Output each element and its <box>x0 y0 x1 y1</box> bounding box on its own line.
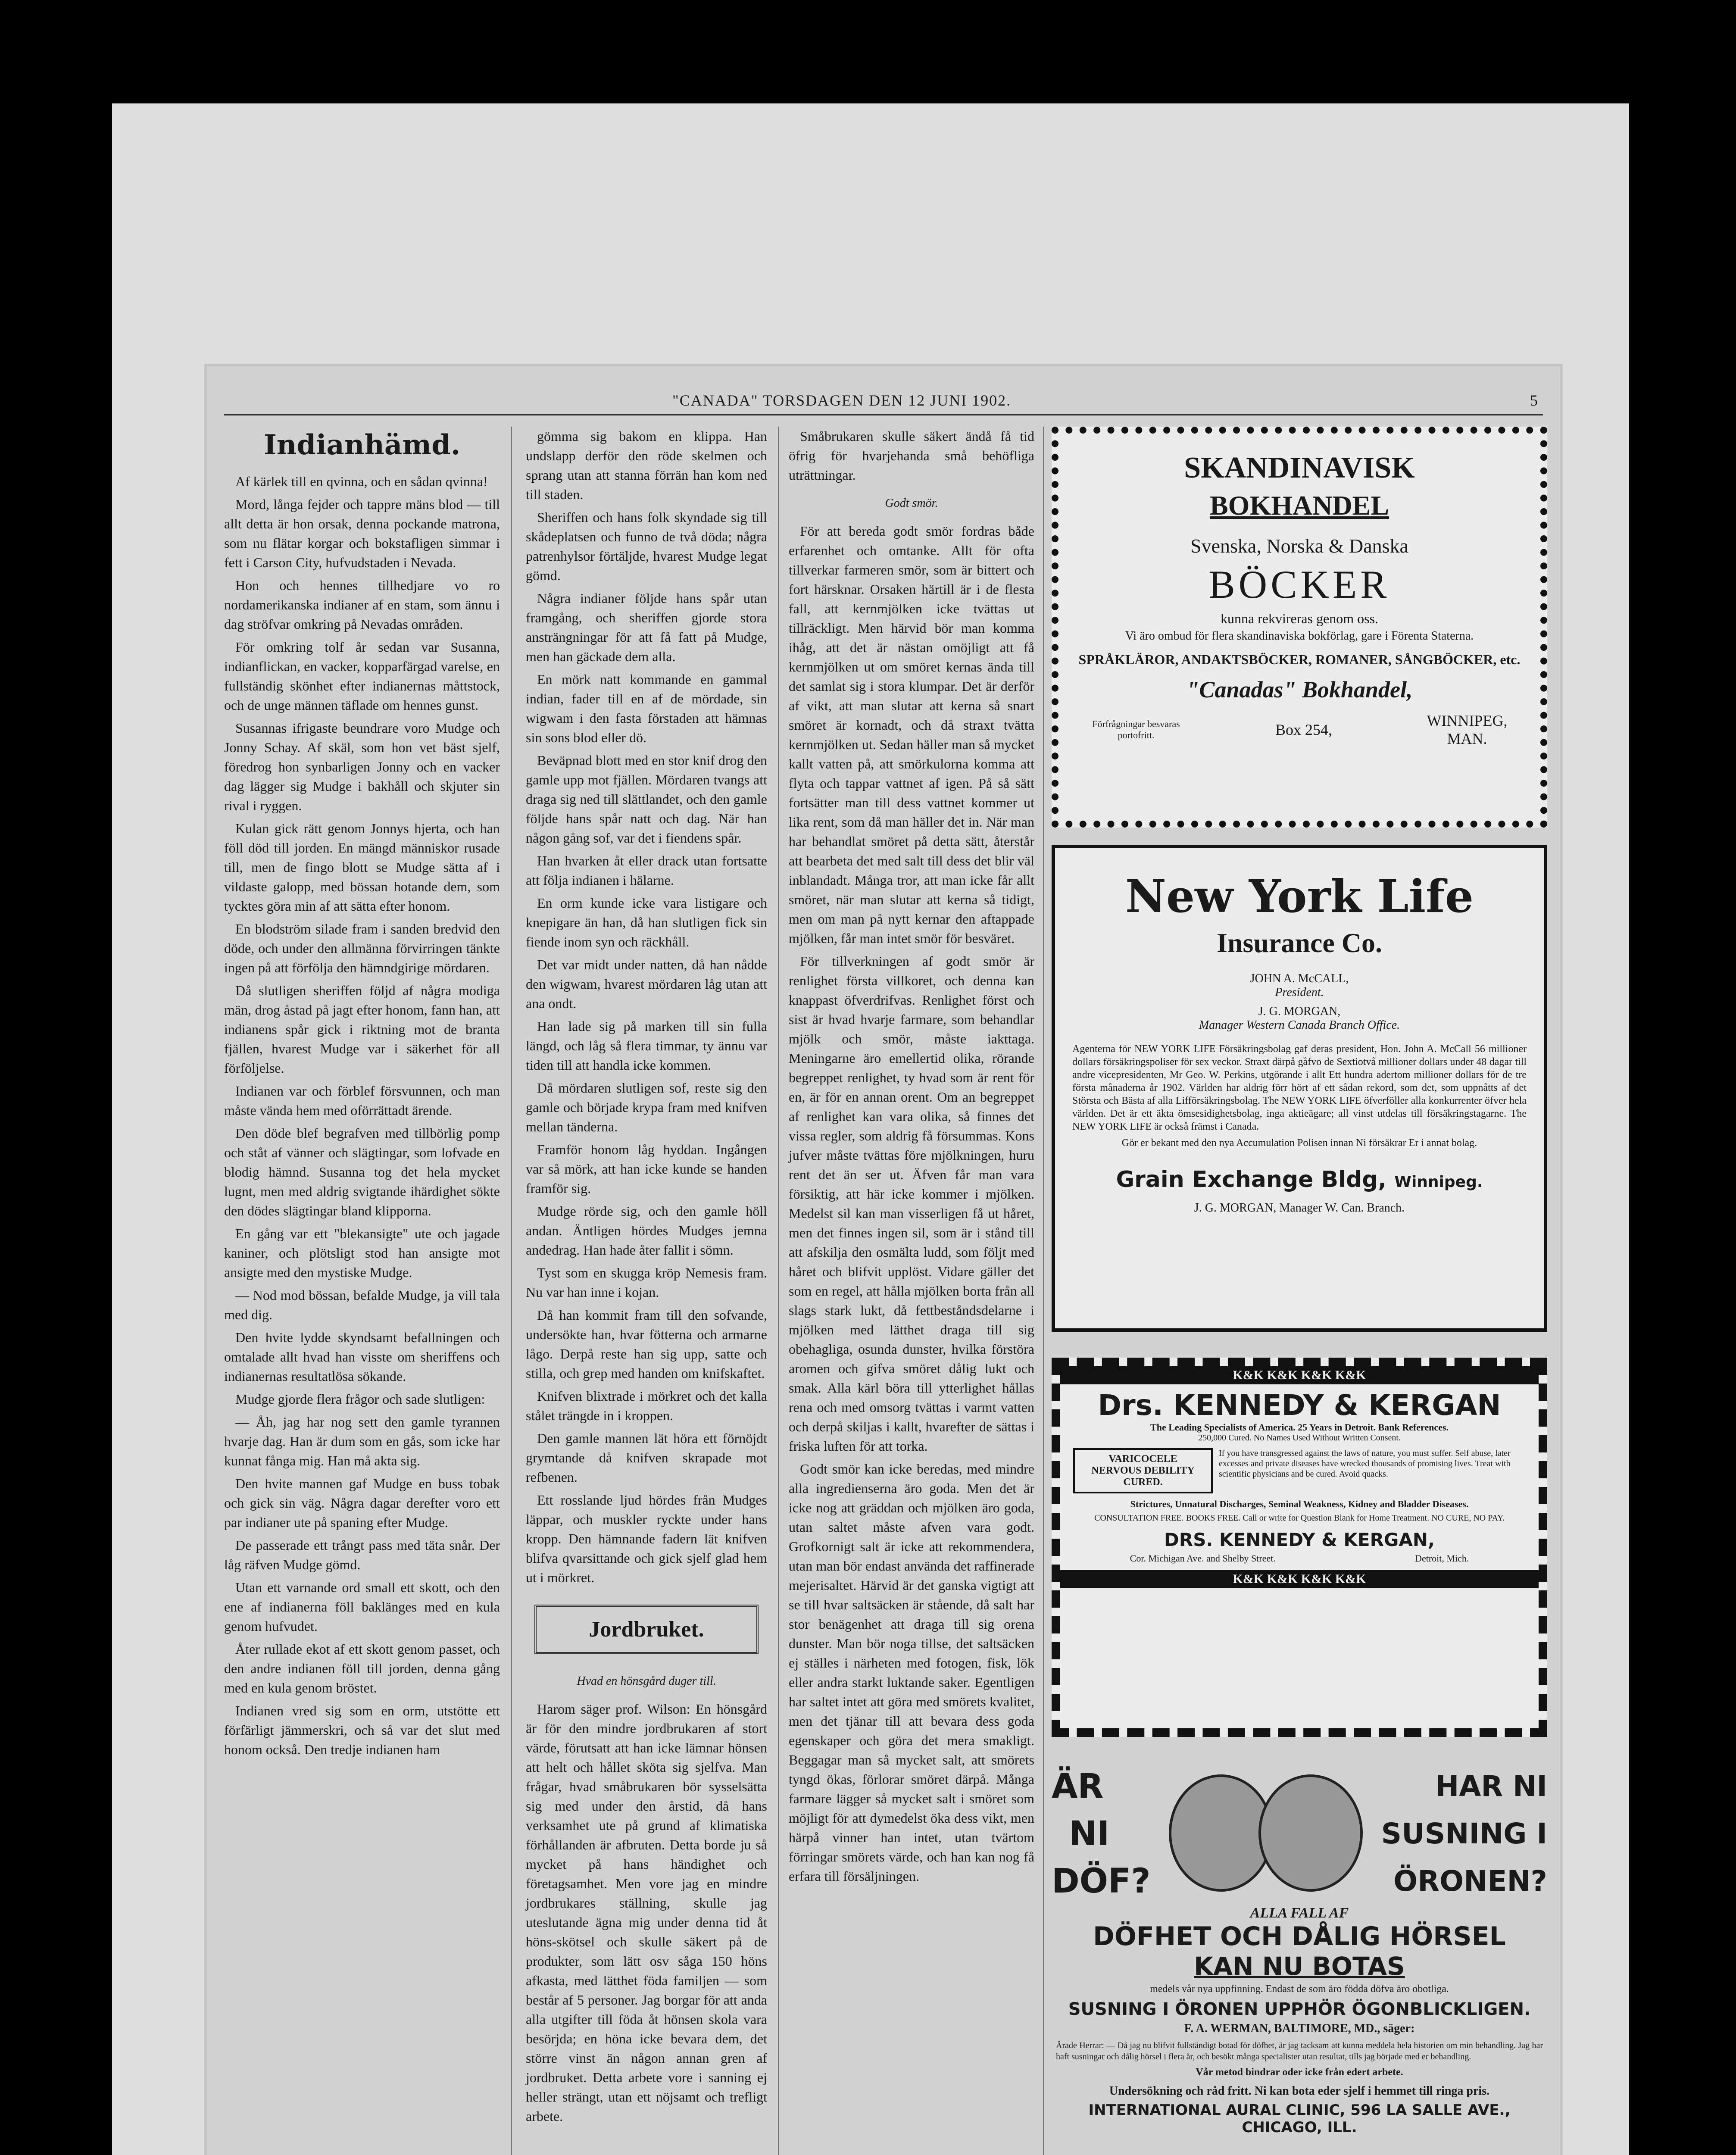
article-subtitle: Hvad en hönsgård duger till. <box>577 1674 716 1688</box>
masthead-title: "CANADA" TORSDAGEN DEN 12 JUNI 1902. <box>672 392 1012 409</box>
paragraph: gömma sig bakom en klippa. Han undslapp derför den röde skelmen och sprang utan att stanna förrän han kom ned till staden. <box>526 428 767 502</box>
paragraph: Då slutligen sheriffen följd af några modiga män, drog åstad på jagt efter honom, fann han, att indianens spår gick i riktning mot de branta fjällen, hvarest Mudge var i säkerhet för all förföljelse. <box>224 983 500 1076</box>
ad-left-text <box>1052 1763 1151 1905</box>
paragraph: Han lade sig på marken till sin fulla längd, och låg så flera timmar, ty ännu var tiden till att handla icke kommen. <box>526 1018 767 1073</box>
ad-text: Undersökning och råd fritt. Ni kan bota eder sjelf i hemmet till ringa pris. <box>1109 2084 1490 2098</box>
article-subtitle: Godt smör. <box>885 497 938 510</box>
paragraph: Hon och hennes tillhedjare vo ro nordamerikanska indianer af en stam, som ännu i dag ströfvar omkring på Nevadas områden. <box>224 578 500 632</box>
paragraph: Utan ett varnande ord small ett skott, och den ene af indianerna föll baklänges med en kula genom hufvudet. <box>224 1580 500 1634</box>
ad-skandinavisk-bokhandel <box>1052 427 1547 828</box>
paragraph: Ett rosslande ljud hördes från Mudges läppar, och muskler ryckte under hans kropp. Den hämnande fadern lät knifven blifva qvarsittande och gick sjelf glad hem ut i mörkret. <box>526 1492 767 1585</box>
paragraph: Då mördaren slutligen sof, reste sig den gamle och började krypa fram med knifven mellan tänderna. <box>526 1080 767 1134</box>
paragraph: De passerade ett trångt pass med täta snår. Der låg räfven Mudge gömd. <box>224 1537 500 1572</box>
page-number: 5 <box>1530 392 1539 409</box>
ad-heading: BOKHANDEL <box>1209 490 1389 521</box>
paragraph: Beväpnad blott med en stor knif drog den gamle upp mot fjällen. Mördaren tvangs att draga sig ned till slättlandet, och den gamle följde hans spår natt och dag. När han någon gång sof, var det i fiendens spår. <box>526 753 767 846</box>
face-illustration <box>1258 1774 1363 1892</box>
ad-body: If you have transgressed against the laws of nature, you must suffer. Self abuse, later excesses and private diseases have wrecked thousands of promising lives. Treat with scientific physicians and be cured. Avoid quacks. <box>1219 1449 1511 1479</box>
ad-footer <box>1080 712 1519 748</box>
paragraph: Den hvite lydde skyndsamt befallningen och omtalade allt hvad han visste om sheriffens och indianernas resultatlösa sökande. <box>224 1330 500 1384</box>
masthead <box>224 388 1543 415</box>
ad-heading: Drs. KENNEDY & KERGAN <box>1098 1389 1501 1422</box>
ad-border-text: K&K K&K K&K K&K <box>1060 1570 1539 1588</box>
ad-text: medels vår nya uppfinning. Endast de som äro födda döfva äro obotliga. <box>1150 1983 1449 1995</box>
ad-heading: ÖRONEN? <box>1393 1865 1547 1898</box>
paragraph: Godt smör kan icke beredas, med mindre alla ingredienserna äro goda. Men det är icke nog att gräddan och mjölken äro goda, utan saltet måste afven vara godt. Grofkornigt salt är icke att rekommendera, utan man bör endast använda det raffinerade mejerisaltet. Härvid är det ganska vigtigt att se till hvar saltsäcken är stående, då salt har stor benägenhet att draga till sig orena dunster. Man bör noga tillse, det saltsäcken ej ställes i närheten med fotogen, fisk, lök eller andra starkt luktande saker. Egentligen har saltet intet att göra med smörets kvalitet, men det tjänar till att bevara dess goda egenskaper och göra det mera smakligt. Beggagar man så mycket salt, att smörets tyngd ökas, förlorar smöret därpå. Många farmare lägger så mycket salt i smöret som möjligt för att dymedelst öka dess vikt, men härpå vinner han intet, utan tvärtom förringar smörets värde, och han kan nog få erfara till försäljningen. <box>789 1461 1034 1884</box>
ad-heading: NI <box>1069 1815 1110 1853</box>
paragraph: Sheriffen och hans folk skyndade sig till skådeplatsen och funno de två döda; några patrenhylsor förtäljde, hvarest Mudge legat gömd. <box>526 509 767 583</box>
paragraph: För omkring tolf år sedan var Susanna, indianflickan, en vacker, kopparfärgad varelse, en fullständig skönhet efter indianernas måttstock, och de unge männen täflade om hennes gunst. <box>224 639 500 713</box>
ad-new-york-life <box>1052 845 1547 1332</box>
ad-heading: KAN NU BOTAS <box>1194 1952 1405 1981</box>
column-rule <box>778 427 779 2155</box>
ad-text: CONSULTATION FREE. BOOKS FREE. Call or write for Question Blank for Home Treatment. NO CURE, NO PAY. <box>1094 1513 1505 1523</box>
ad-text: WINNIPEG, MAN. <box>1427 712 1508 747</box>
paragraph: Då han kommit fram till den sofvande, undersökte han, hvar fötterna och armarne lågo. Derpå reste han sig upp, satte och stilla, och grep med handen om knifskaftet. <box>526 1307 767 1381</box>
ad-text: J. G. MORGAN, Manager W. Can. Branch. <box>1194 1201 1405 1215</box>
ad-body: Gör er bekant med den nya Accumulation Polisen innan Ni försäkrar Er i annat bolag. <box>1121 1137 1477 1149</box>
ad-text: Vår metod bindrar oder icke från edert arbete. <box>1196 2067 1403 2078</box>
paragraph: Den döde blef begrafven med tillbörlig pomp och ståt af vänner och slägtingar, som lofvade en blodig hämnd. Susanna tog det hela mycket lugnt, men med aldrig svigtande ihärdighet sökte den dödes slägtingar bland klipporna. <box>224 1125 500 1218</box>
ad-illustration <box>1169 1774 1363 1893</box>
paragraph: Harom säger prof. Wilson: En hönsgård är för den mindre jordbrukaren af stort värde, förutsatt att han icke lämnar hönsen att helt och hållet sköta sig sjelfva. Man frågar, hvad småbrukaren bör sysselsätta sig med under den årstid, då hans verksamhet ute på grund af klimatiska förhållanden är afbruten. Detta borde ju så mycket på hans händighet och företagsamhet. Men vore jag en mindre jordbrukares ställning, skulle jag uteslutande ägna mig under denna tid åt höns-skötsel och skulle säkert på de produkter, som lätt osv såga 150 höns afkasta, med lätthet föda familjen — som består af 5 personer. Jag borgar för att anda alla utgifter till föda åt hönsen skola vara besörjda; en höna icke bevara dem, det större vinst än någon annan gren af jordbruket. Detta arbete vore i sanning ej heller strängt, utan ett nöjsamt och trefligt arbete. <box>526 1701 767 2124</box>
ad-text: INTERNATIONAL AURAL CLINIC, 596 LA SALLE AVE., CHICAGO, ILL. <box>1088 2102 1511 2136</box>
paragraph: Det var midt under natten, då han nådde den wigwam, hvarest mördaren låg utan att ana ondt. <box>526 957 767 1011</box>
ad-text: ALLA FALL AF <box>1250 1905 1349 1921</box>
ad-text: Svenska, Norska & Danska <box>1190 535 1408 557</box>
paragraph: Mudge rörde sig, och den gamle höll andan. Äntligen hördes Mudges jemna andedrag. Han hade åter fallit i sömn. <box>526 1203 767 1258</box>
ad-text: 250,000 Cured. No Names Used Without Written Consent. <box>1198 1433 1401 1443</box>
paragraph: Indianen var och förblef försvunnen, och man måste vända hem med oförrättadt ärende. <box>224 1083 500 1118</box>
ad-text: Vi äro ombud för flera skandinaviska bokförlag, gare i Förenta Staterna. <box>1125 629 1474 643</box>
ad-heading: HAR NI <box>1435 1770 1547 1803</box>
ad-text: CURED. <box>1123 1477 1163 1488</box>
paragraph: Susannas ifrigaste beundrare voro Mudge och Jonny Schay. Af skäl, som hon vet bäst sjelf, föredrog hon synbarligen Jonny och en vacker dag lägger sig Mudge i bakhåll och skjuter sin rival i ryggen. <box>224 720 500 813</box>
ad-text: Detroit, Mich. <box>1415 1553 1469 1564</box>
ad-heading: DÖF? <box>1052 1862 1151 1901</box>
ad-text: F. A. WERMAN, BALTIMORE, MD., säger: <box>1184 2022 1415 2035</box>
section-heading-text: Jordbruket. <box>589 1617 704 1642</box>
face-illustration <box>1169 1774 1273 1892</box>
paragraph: Han hvarken åt eller drack utan fortsatte att följa indianen i hälarne. <box>526 853 767 888</box>
paragraph: En mörk natt kommande en gammal indian, fader till en af de mördade, sin wigwam i den fasta förstaden att hämnas sin sons blod eller dö. <box>526 671 767 745</box>
paragraph: Knifven blixtrade i mörkret och det kalla stålet trängde in i kroppen. <box>526 1388 767 1423</box>
ad-heading: DRS. KENNEDY & KERGAN, <box>1164 1529 1435 1550</box>
ad-body: Agenterna för NEW YORK LIFE Försäkringsbolag gaf deras president, Hon. John A. McCall 56 millioner dollars försäkringspoliser för sex veckor. Straxt därpå gåfvo de Sextiotvå millioner dollars under 48 dagar till andre vicepresidenten, Mr Geo. W. Perkins, utgörande i allt Ett hundra adertom millioner dollars för de tre första månaderna år 1902. Världen har aldrig förr hört af ett sådan rekord, som det, som uppnåtts af det Största och Bästa af alla Lifförsäkringsbolag. The NEW YORK LIFE öfverföller alla konkurrenter öfver hela världen. Det är ett äkta ömsesidighetsbolag, inga aktieägare; all vinst utdelas till försäkringstagarne. The NEW YORK LIFE är också främst i Canada. <box>1072 1043 1527 1132</box>
ad-right-text <box>1381 1763 1547 1905</box>
paragraph: Indianen vred sig som en orm, utstötte ett förfärligt jämmerskri, och så var det slut med honom också. Den tredje indianen ham <box>224 1703 500 1757</box>
ad-text: Box 254, <box>1275 721 1332 738</box>
ad-heading: "Canadas" Bokhandel, <box>1186 677 1413 703</box>
ad-text: SPRÅKLÄROR, ANDAKTSBÖCKER, ROMANER, SÅNGBÖCKER, etc. <box>1078 652 1521 667</box>
section-heading-jordbruket <box>534 1605 759 1654</box>
paragraph: — Åh, jag har nog sett den gamle tyrannen hvarje dag. Han är dum som en gås, som icke har kunnat fånga mig. Han må akta sig. <box>224 1414 500 1468</box>
ad-address <box>1055 1167 1544 1193</box>
ad-text: Strictures, Unnatural Discharges, Seminal Weakness, Kidney and Bladder Diseases. <box>1130 1499 1469 1509</box>
ad-box <box>1073 1448 1213 1493</box>
ad-heading: New York Life <box>1125 870 1474 923</box>
column-rule <box>511 427 512 2155</box>
paragraph: Den hvite mannen gaf Mudge en buss tobak och gick sin väg. Några dagar derefter voro ett par indianer ute på spaning efter Mudge. <box>224 1476 500 1530</box>
ad-body: Ärade Herrar: — Då jag nu blifvit fullständigt botad för döfhet, är jag tacksam att kunna meddela hela historien om min behandling. Jag har haft susningar och dålig hörsel i flera år, och besökt många specialister utan resultat, tills jag började med er behandling. <box>1056 2041 1543 2061</box>
paragraph: Af kärlek till en qvinna, och en sådan qvinna! <box>235 474 488 489</box>
paragraph: En blodström silade fram i sanden bredvid den döde, och under den allmänna förvirringen tänkte ingen på att förfölja den hämndgirige mördaren. <box>224 921 500 975</box>
ad-dofhet <box>1052 1763 1547 2155</box>
ad-text: Grain Exchange Bldg, <box>1116 1167 1387 1193</box>
ad-text: NERVOUS DEBILITY <box>1091 1465 1195 1476</box>
ad-text: Cor. Michigan Ave. and Shelby Street. <box>1130 1553 1276 1564</box>
paragraph: — Nod mod bössan, befalde Mudge, ja vill tala med dig. <box>224 1287 500 1322</box>
ad-text: J. G. MORGAN, <box>1258 1005 1341 1018</box>
ad-heading: SKANDINAVISK <box>1184 451 1415 484</box>
ad-heading: ÄR <box>1052 1767 1104 1806</box>
column-1 <box>224 427 500 1763</box>
ad-heading: BÖCKER <box>1208 562 1390 606</box>
ad-heading: DÖFHET OCH DÅLIG HÖRSEL <box>1093 1921 1506 1952</box>
paragraph: Några indianer följde hans spår utan framgång, och sheriffen gjorde stora ansträngningar för att få fatt på Mudge, men han gäckade dem alla. <box>526 590 767 664</box>
column-rule <box>1043 427 1044 2155</box>
ad-text: JOHN A. McCALL, <box>1250 972 1349 985</box>
ad-text: Förfrågningar besvaras portofritt. <box>1092 718 1180 740</box>
paragraph: Åter rullade ekot af ett skott genom passet, och den andre indianen föll till jorden, denna gång med en kula genom bröstet. <box>224 1641 500 1696</box>
paragraph: Tyst som en skugga kröp Nemesis fram. Nu var han inne i kojan. <box>526 1265 767 1300</box>
ad-text: Manager Western Canada Branch Office. <box>1199 1018 1400 1032</box>
ad-text: President. <box>1275 986 1324 999</box>
paragraph: Småbrukaren skulle säkert ändå få tid öfrig för hvarjehanda små behöfliga uträttningar. <box>789 428 1034 483</box>
newspaper-page <box>207 366 1560 2155</box>
paragraph: Mord, långa fejder och tappre mäns blod — till allt detta är hon orsak, denna pockande matrona, som nu flätar korgar och bokstafligen simmar i fett i Carson City, hufvudstaden i Nevada. <box>224 497 500 570</box>
column-2 <box>526 427 767 2130</box>
ad-heading: SUSNING I <box>1381 1817 1547 1850</box>
ad-border-text: K&K K&K K&K K&K <box>1060 1366 1539 1384</box>
paragraph: En orm kunde icke vara listigare och knepigare än han, då han slutligen fick sin fiende inom syn och räckhåll. <box>526 895 767 949</box>
column-3 <box>789 427 1034 1890</box>
ad-text: Winnipeg. <box>1394 1173 1483 1191</box>
paragraph: Mudge gjorde flera frågor och sade slutligen: <box>235 1391 485 1407</box>
article-title: Indianhämd. <box>263 429 461 461</box>
ad-text: VARICOCELE <box>1108 1453 1177 1465</box>
paragraph: Den gamle mannen lät höra ett förnöjdt grymtande då knifven skrapade mot refbenen. <box>526 1430 767 1485</box>
ad-text: The Leading Specialists of America. 25 Years in Detroit. Bank References. <box>1150 1422 1449 1433</box>
paragraph: För tillverkningen af godt smör är renlighet första villkoret, och denna kan knappast öfverdrifvas. Renlighet först och sist är hvad hvarje farmare, som behandlar mjölk och smör, måste iakttaga. Meningarne äro emellertid olika, rörande begreppet renlighet, ty hvad som är rent för en, är för en annan orent. Om an begreppet af renlighet kan vara olika, så finnes det vissa regler, som aldrig få försummas. Kons jufver måste tvättas före mjölkningen, huru rent det än ser ut. Äfven får man vara försiktig, att här icke kommer i mjölken. Medelst sil kan man visserligen få ut håret, men det finnes ingen sil, som är i stånd till att afskilja den osmälta ludd, som följt med håret och blifvit upplöst. Vidare gäller det som en regel, att hålla mjölken borta från all slags stark lukt, då fettbeståndsdelarne i mjölken med lätthet draga till sig obehagliga, osunda dunster, hvilka förstöra aromen och gifva smöret dålig lukt och smak. Alla kärl böra till ytterlighet hållas rena och med omsorg tvättas i varmt vatten och derpå skiljas i kallt, hvarefter de sättas i friska luften för att torka. <box>789 953 1034 1454</box>
paragraph: Framför honom låg hyddan. Ingången var så mörk, att han icke kunde se handen framför sig. <box>526 1142 767 1196</box>
paragraph: Kulan gick rätt genom Jonnys hjerta, och han föll död till jorden. En mängd människor rusade till, men de fingo blott se Mudge sätta af i vildaste galopp, med bössan hotande dem, som tycktes göra min af att sätta efter honom. <box>224 821 500 914</box>
ad-kennedy-kergan <box>1052 1358 1547 1737</box>
paragraph: En gång var ett "blekansigte" ute och jagade kaniner, och plötsligt stod han ansigte mot ansigte med den mystiske Mudge. <box>224 1226 500 1280</box>
ad-text: kunna rekvireras genom oss. <box>1220 611 1379 626</box>
ad-heading: SUSNING I ÖRONEN UPPHÖR ÖGONBLICKLIGEN. <box>1068 1999 1531 2019</box>
ad-heading: Insurance Co. <box>1216 928 1383 958</box>
paragraph: För att bereda godt smör fordras både erfarenhet och omtanke. Allt för ofta tillverkar farmeren smör, som är bittert och fort härsknar. Orsaken härtill är i de flesta fall, att kernmjölken icke tvättas ut tillräckligt. Men härvid bör man komma ihåg, att det är nästan omöjligt att få kernmjölken ut om smöret kernas ända till det samlat sig i stora klumpar. Det är derför af vikt, att man slutar att kerna så snart smöret är kornadt, och då straxt tvätta kernmjölken ut. Sedan häller man så mycket kallt vatten på, att smörkulorna komma att flyta och tappar vattnet af igen. På så sätt fortsätter man till dess vattnet kommer ut lika rent, som då man häller det in. När man har behandlat smöret på detta sätt, återstår att bearbeta det med salt till dess det blir väl inblandadt. Många tror, att man icke får allt smöret, när man slutar att kerna så tidigt, men om man på nytt kernar den aftappade mjölken, får man intet smör för besväret. <box>789 523 1034 946</box>
